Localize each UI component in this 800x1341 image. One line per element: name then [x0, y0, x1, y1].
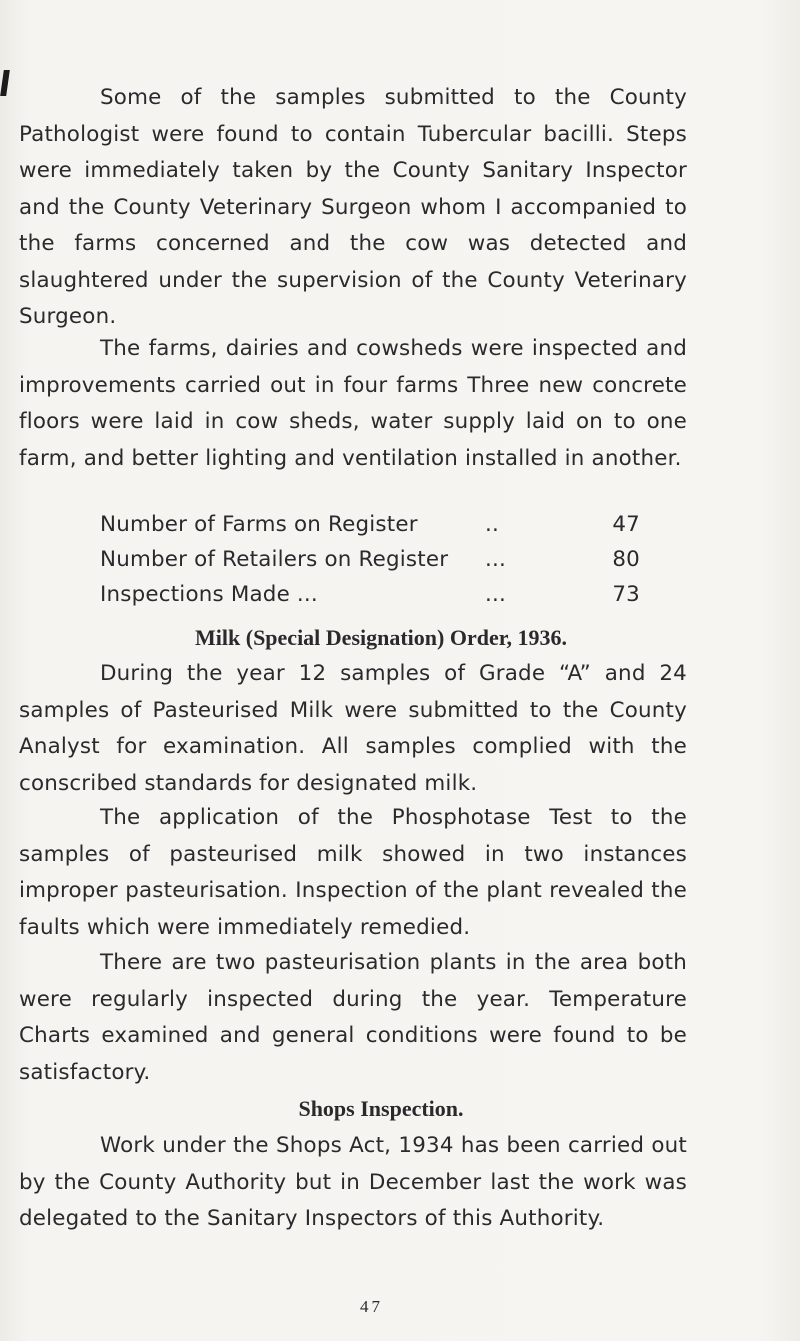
paragraph-text: Some of the samples submitted to the County Pathologist were found to contain Tubercular bacilli. Steps were immediately taken by the County Sanitary Inspector and the County Veterinary Surgeon whom I accompanied to the farms concerned and the cow was detected and slaughtered under the supervision of the County Veterinary Surgeon. — [19, 85, 687, 329]
paragraph-pasteurisation-plants — [19, 945, 687, 1091]
paragraph-milk-samples — [19, 656, 687, 802]
row-label: Number of Retailers on Register — [100, 547, 449, 572]
scan-mark — [0, 70, 10, 96]
table-row — [100, 545, 640, 574]
row-label: Inspections Made ... — [100, 582, 318, 607]
register-table — [100, 510, 640, 609]
paragraph-text: The farms, dairies and cowsheds were inspected and improvements carried out in four farms Three new concrete floors were laid in cow sheds, water supply laid on to one farm, and better lighting and ventilation installed in another. — [19, 336, 687, 471]
paragraph-shops-act — [19, 1128, 687, 1238]
row-label: Number of Farms on Register — [100, 512, 418, 537]
paragraph-text: Work under the Shops Act, 1934 has been carried out by the County Authority but in December last the work was delegated to the Sanitary Inspectors of this Authority. — [19, 1133, 687, 1231]
table-row — [100, 580, 640, 609]
row-leader: ... — [485, 547, 506, 572]
page-number: 47 — [360, 1297, 383, 1316]
paragraph-text: The application of the Phosphotase Test to the samples of pasteurised milk showed in two instances improper pasteurisation. Inspection of the plant revealed the faults which were immediately remedied. — [19, 805, 687, 940]
heading-shops-inspection: Shops Inspection. — [298, 1096, 464, 1121]
row-value: 73 — [612, 582, 640, 607]
row-value: 80 — [612, 547, 640, 572]
table-row — [100, 510, 640, 539]
row-leader: ... — [485, 582, 506, 607]
paragraph-tubercular-samples — [19, 80, 687, 336]
paragraph-text: There are two pasteurisation plants in the area both were regularly inspected during the year. Temperature Charts examined and general conditions were found to be satisfactory. — [19, 950, 687, 1085]
paragraph-phosphotase-test — [19, 800, 687, 946]
paragraph-text: During the year 12 samples of Grade “A” and 24 samples of Pasteurised Milk were submitted to the County Analyst for examination. All samples complied with the conscribed standards for designated milk. — [19, 661, 687, 796]
paragraph-farm-inspections — [19, 331, 687, 477]
heading-milk-order: Milk (Special Designation) Order, 1936. — [195, 625, 567, 650]
row-value: 47 — [612, 512, 640, 537]
row-leader: .. — [485, 512, 499, 537]
